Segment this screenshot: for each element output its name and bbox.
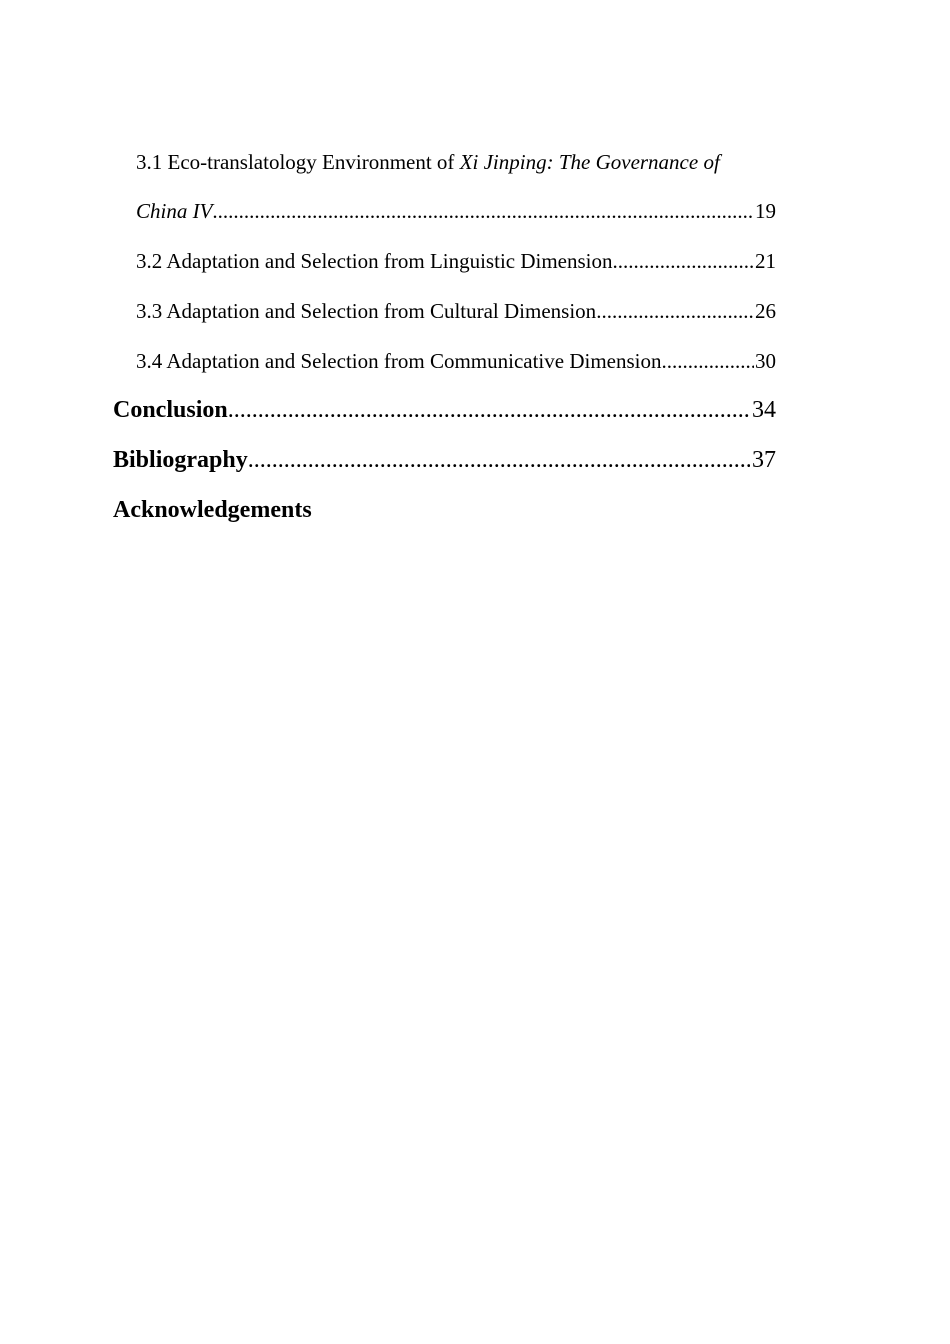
toc-entry-3-2-title: 3.2 Adaptation and Selection from Linguistic Dimension bbox=[136, 249, 613, 273]
toc-entry-3-2[interactable] bbox=[136, 247, 776, 275]
leader-dots bbox=[248, 445, 750, 475]
toc-entry-3-1-page: 19 bbox=[755, 199, 776, 223]
toc-entry-conclusion-page: 34 bbox=[752, 397, 776, 423]
toc-entry-3-3-title: 3.3 Adaptation and Selection from Cultural Dimension bbox=[136, 299, 597, 323]
toc-entry-3-2-page: 21 bbox=[755, 249, 776, 273]
leader-dots bbox=[613, 247, 754, 275]
toc-entry-3-3[interactable] bbox=[136, 297, 776, 325]
toc-entry-3-1-italic-title: Xi Jinping: The Governance of bbox=[459, 150, 720, 174]
toc-entry-bibliography-title: Bibliography bbox=[113, 447, 248, 473]
toc-entry-3-1-line2[interactable] bbox=[136, 197, 776, 225]
toc-entry-3-1-italic-title-cont: China IV bbox=[136, 199, 213, 223]
toc-entry-acknowledgements-title: Acknowledgements bbox=[113, 497, 312, 523]
toc-entry-3-1-prefix: 3.1 Eco-translatology Environment of bbox=[136, 150, 460, 174]
toc-entry-bibliography-page: 37 bbox=[752, 447, 776, 473]
leader-dots bbox=[596, 297, 754, 325]
toc-entry-3-1-line1[interactable] bbox=[136, 148, 720, 176]
toc-entry-3-4-title: 3.4 Adaptation and Selection from Communicative Dimension bbox=[136, 349, 662, 373]
leader-dots bbox=[662, 347, 755, 375]
leader-dots bbox=[212, 197, 754, 225]
toc-entry-conclusion[interactable] bbox=[113, 395, 776, 425]
toc-entry-3-4-page: 30 bbox=[755, 349, 776, 373]
toc-entry-3-4[interactable] bbox=[136, 347, 776, 375]
toc-entry-bibliography[interactable] bbox=[113, 445, 776, 475]
leader-dots bbox=[228, 395, 750, 425]
toc-entry-conclusion-title: Conclusion bbox=[113, 397, 228, 423]
toc-entry-acknowledgements[interactable] bbox=[113, 495, 776, 525]
toc-entry-3-3-page: 26 bbox=[755, 299, 776, 323]
